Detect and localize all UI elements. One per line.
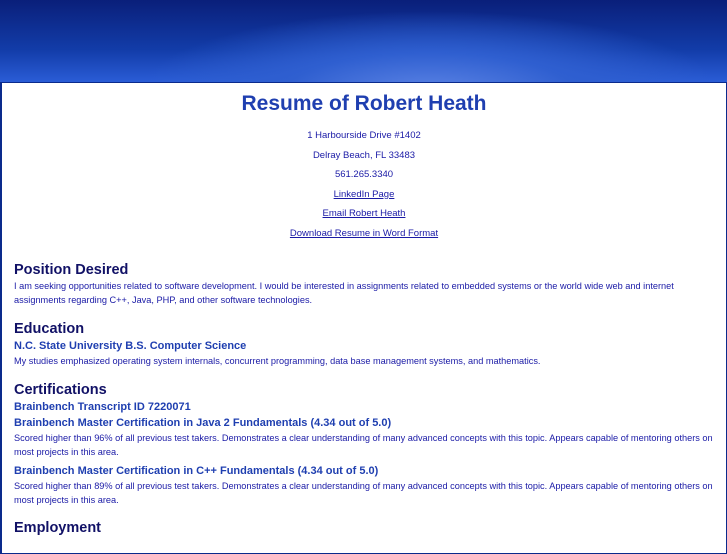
phone-number: 561.265.3340 <box>334 169 394 180</box>
cpp-cert-text: Scored higher than 89% of all previous test takers. Demonstrates a clear understanding of many advanced concepts with this topic. Appears capable of mentoring others on most projects in this area. <box>14 481 713 505</box>
download-resume-link[interactable]: Download Resume in Word Format <box>289 227 439 239</box>
employment-heading: Employment <box>14 520 102 536</box>
position-text: I am seeking opportunities related to software development. I would be interested in assignments related to embedded systems or the world wide web and internet assignments regarding C++, Java, PHP, and other software technologies. <box>14 281 674 305</box>
cpp-cert-title: Brainbench Master Certification in C++ Fundamentals (4.34 out of 5.0) <box>14 465 379 477</box>
position-section <box>14 261 714 307</box>
java-cert-text: Scored higher than 96% of all previous test takers. Demonstrates a clear understanding of many advanced concepts with this topic. Appears capable of mentoring others on most projects in this area. <box>14 433 713 457</box>
education-text: My studies emphasized operating system internals, concurrent programming, data base management systems, and mathematics. <box>14 356 541 366</box>
resume-panel <box>1 82 727 554</box>
header-banner <box>0 0 727 82</box>
linkedin-link[interactable]: LinkedIn Page <box>333 188 395 200</box>
address-line-1: 1 Harbourside Drive #1402 <box>307 130 421 141</box>
java-cert-title: Brainbench Master Certification in Java 2 Fundamentals (4.34 out of 5.0) <box>14 417 392 429</box>
position-heading: Position Desired <box>14 262 129 278</box>
page-title: Resume of Robert Heath <box>241 92 487 115</box>
employment-section <box>14 519 714 537</box>
certifications-section <box>14 381 714 507</box>
certifications-heading: Certifications <box>14 382 107 398</box>
address-line-2: Delray Beach, FL 33483 <box>312 149 416 161</box>
contact-block <box>14 126 714 243</box>
transcript-id: Brainbench Transcript ID 7220071 <box>14 401 191 413</box>
education-heading: Education <box>14 321 85 337</box>
email-link[interactable]: Email Robert Heath <box>322 208 406 219</box>
school-name: N.C. State University B.S. Computer Science <box>14 340 247 352</box>
resume-content <box>2 91 726 537</box>
education-section <box>14 320 714 368</box>
